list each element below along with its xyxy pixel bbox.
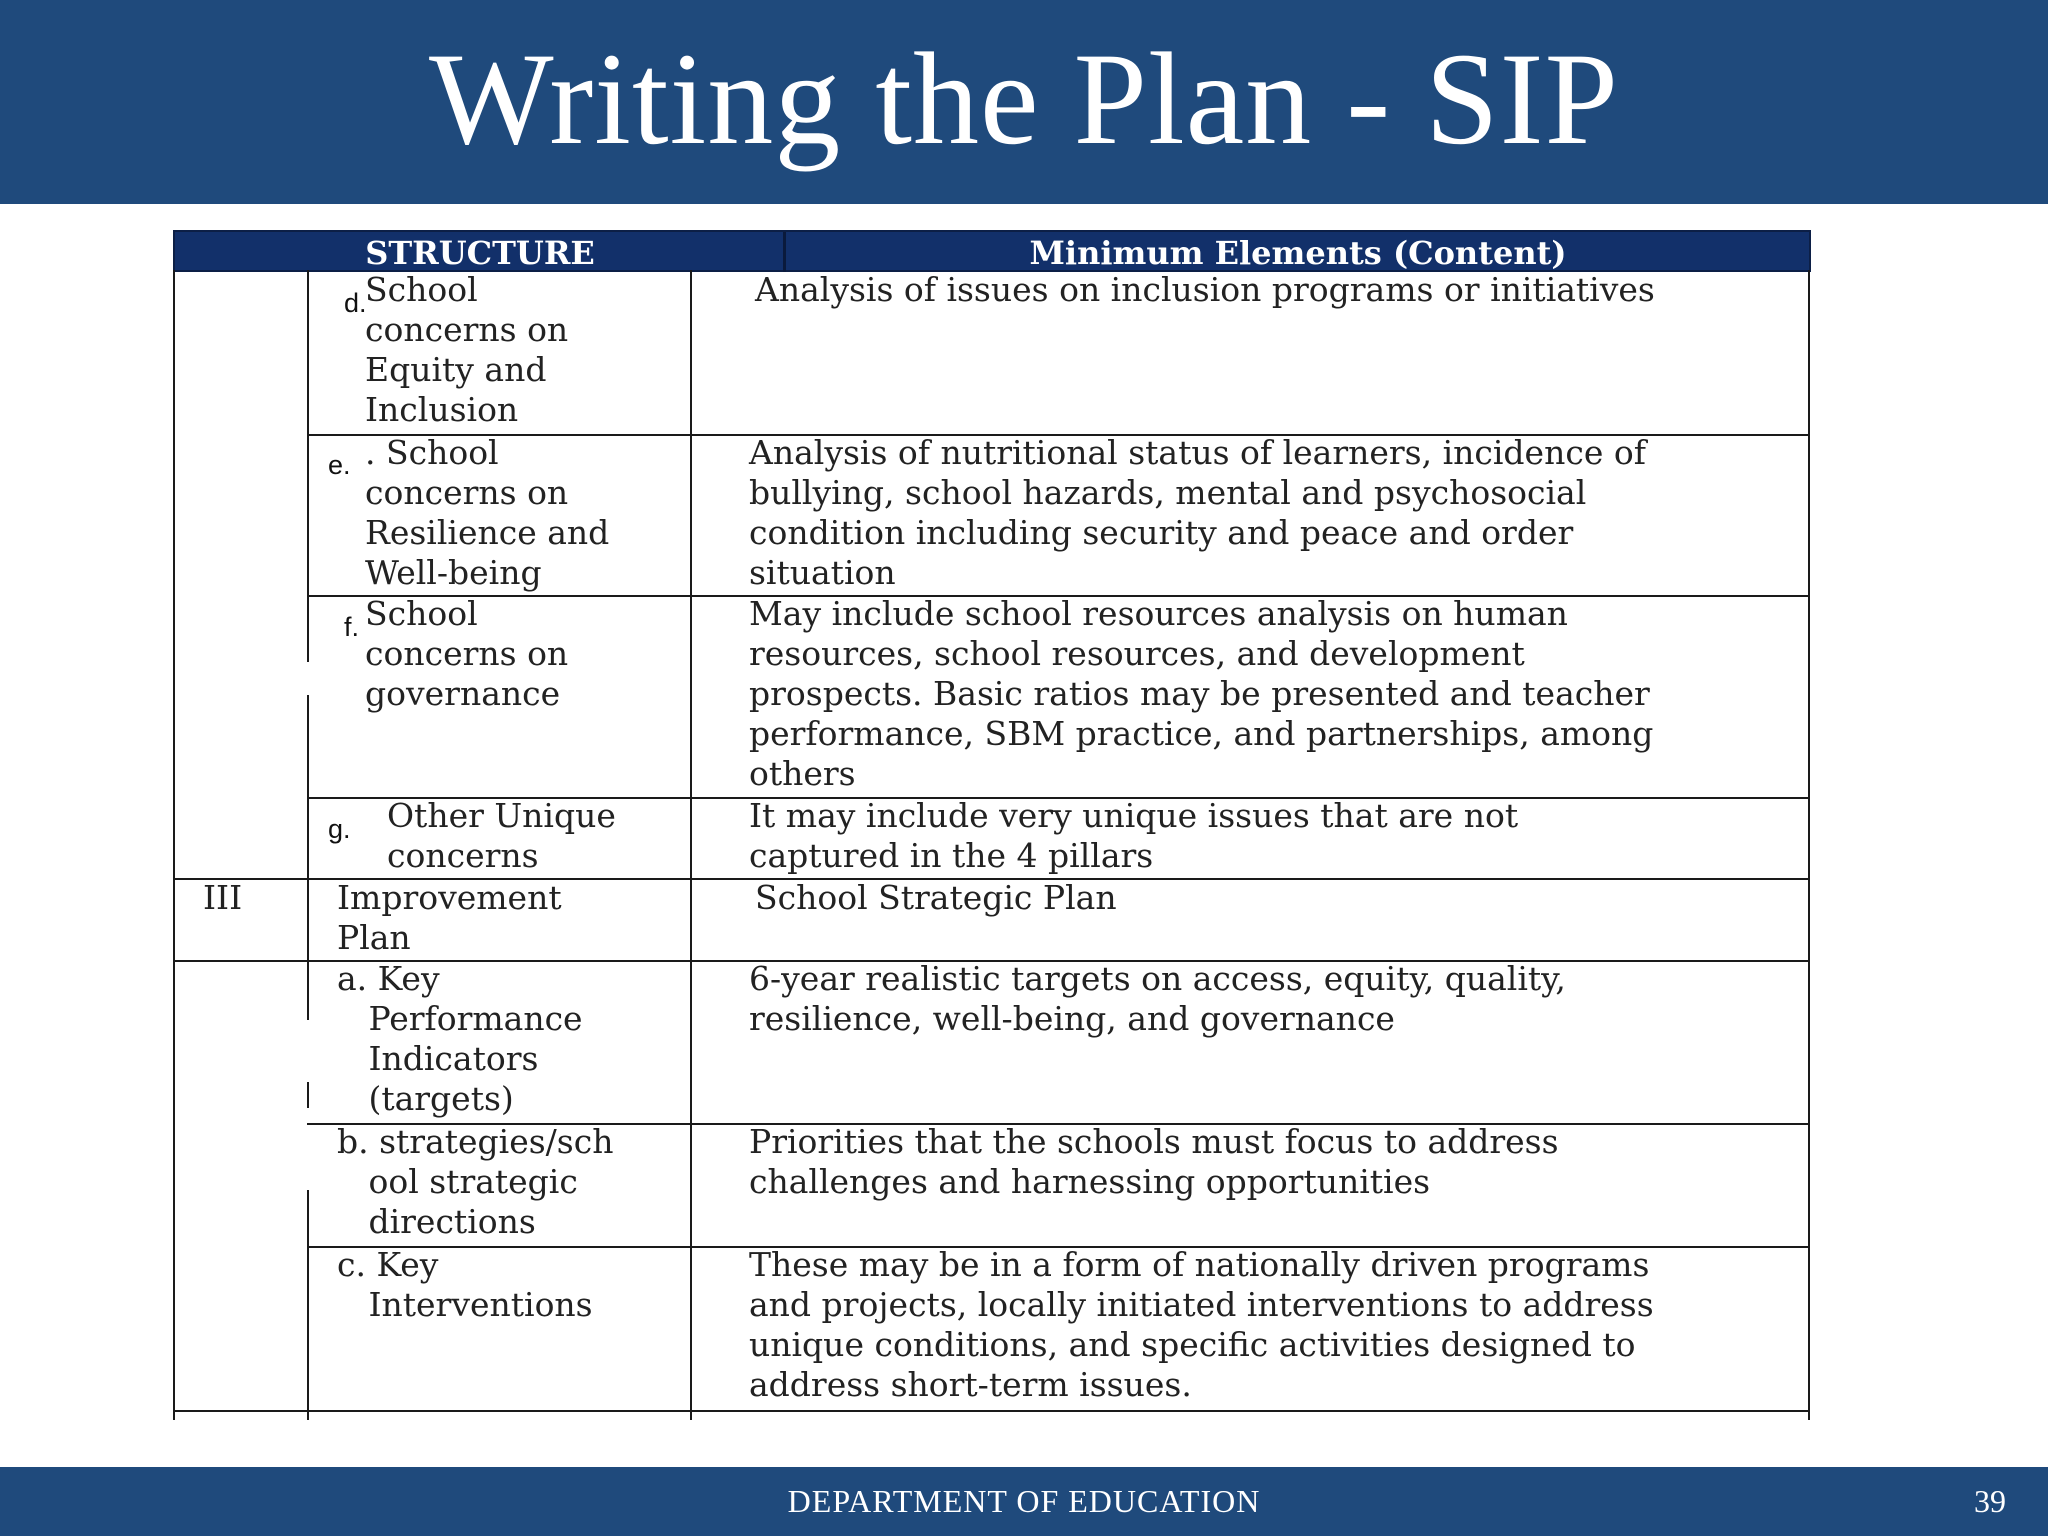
content-cell: It may include very unique issues that are not captured in the 4 pillars [749, 796, 1519, 875]
divider-structure-inner [307, 270, 309, 662]
sip-structure-table [173, 230, 1811, 1420]
content-cell: May include school resources analysis on human resources, school resources, and development prospects. Basic ratios may be presented and teacher performance, SBM practice, and partnerships, among others [749, 594, 1654, 793]
content-cell: School Strategic Plan [755, 878, 1117, 917]
content-cell: 6-year realistic targets on access, equity, quality, resilience, well-being, and governance [749, 959, 1566, 1038]
footer-department: DEPARTMENT OF EDUCATION [787, 1483, 1261, 1519]
table-header [173, 230, 1811, 272]
divider-structure-inner [307, 1082, 309, 1108]
content-cell: Priorities that the schools must focus to address challenges and harnessing opportunities [749, 1122, 1559, 1201]
content-cell: These may be in a form of nationally driven programs and projects, locally initiated interventions to address unique conditions, and specific activities designed to address short-term issues. [749, 1245, 1654, 1404]
header-structure: STRUCTURE [365, 234, 595, 272]
page-number: 39 [1974, 1483, 2006, 1519]
slide-title: Writing the Plan - SIP [429, 25, 1619, 172]
row-letter: d. [344, 288, 367, 318]
structure-cell: School concerns on Equity and Inclusion [365, 270, 569, 429]
header-divider [783, 232, 786, 272]
divider-structure-inner [307, 1190, 309, 1420]
structure-cell: c. Key Interventions [337, 1245, 593, 1324]
structure-cell: a. Key Performance Indicators (targets) [337, 959, 583, 1118]
structure-cell: Improvement Plan [337, 878, 562, 957]
row-letter: f. [344, 612, 360, 642]
footer-band [0, 1467, 2048, 1536]
section-number: III [203, 878, 243, 917]
row-letter: e. [328, 450, 351, 480]
structure-cell: Other Unique concerns [387, 796, 616, 875]
row-line [173, 1410, 1810, 1412]
content-cell: Analysis of nutritional status of learners, incidence of bullying, school hazards, mental and psychosocial condition including security and peace and order situation [749, 433, 1646, 592]
divider-structure-inner [307, 695, 309, 1020]
structure-cell: School concerns on governance [365, 594, 569, 713]
border-left [173, 270, 175, 1420]
structure-cell: . School concerns on Resilience and Well-being [365, 433, 610, 592]
row-letter: g. [328, 814, 351, 844]
structure-cell: b. strategies/sch ool strategic directions [337, 1122, 614, 1241]
title-band [0, 0, 2048, 204]
header-content: Minimum Elements (Content) [1029, 234, 1567, 272]
content-cell: Analysis of issues on inclusion programs or initiatives [755, 270, 1655, 309]
